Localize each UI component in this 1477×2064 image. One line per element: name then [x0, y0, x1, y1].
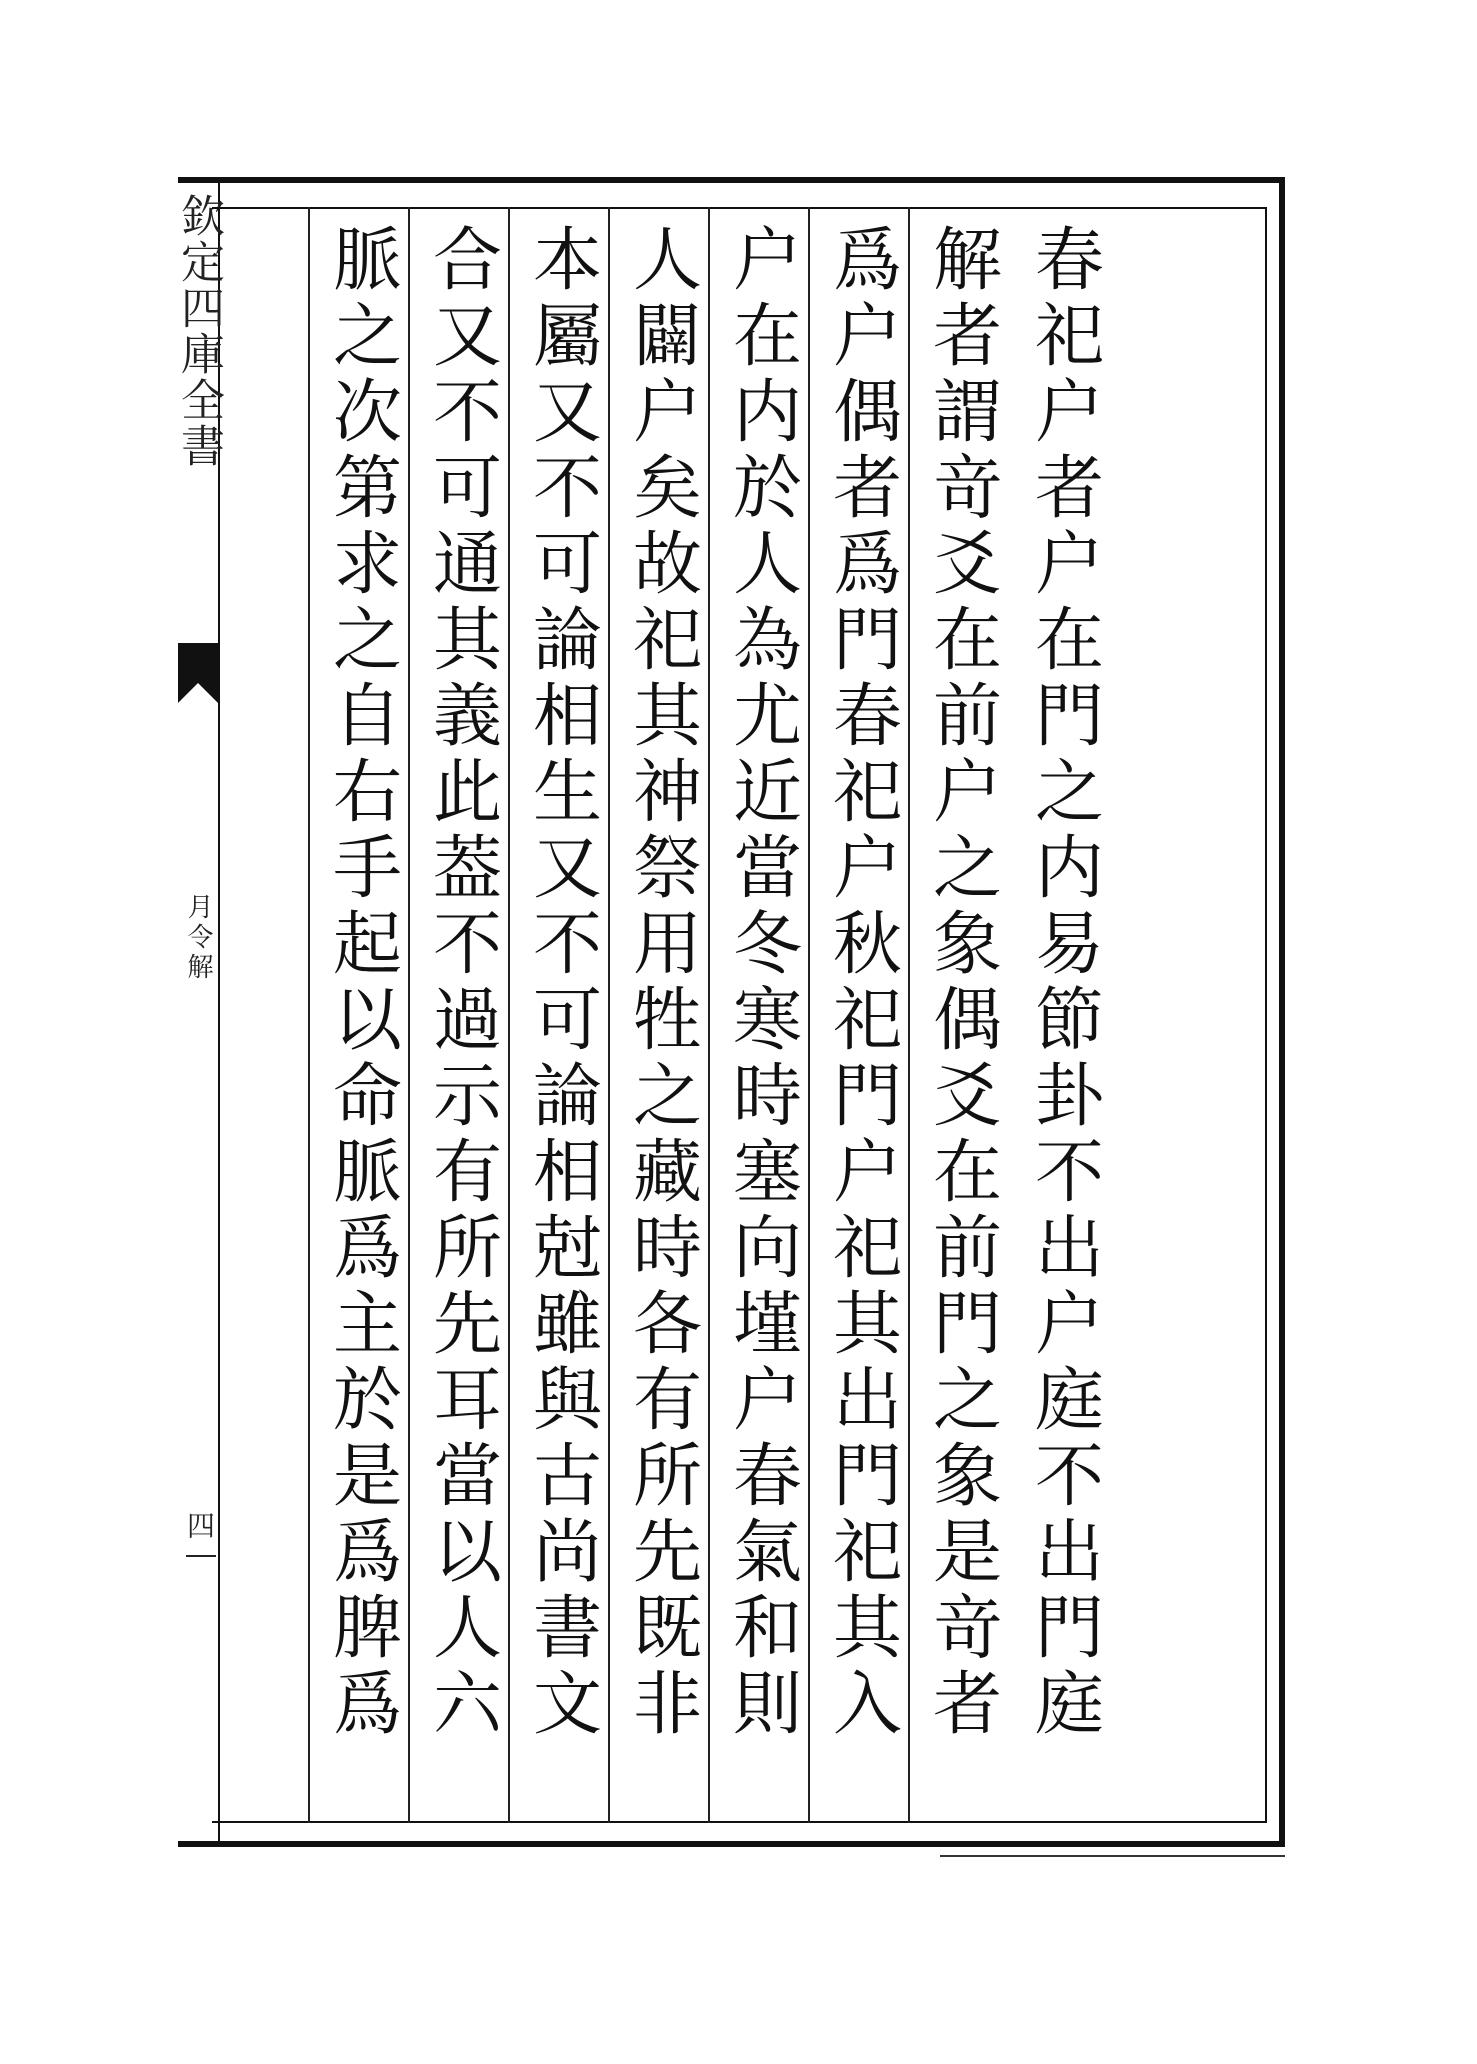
text-column-8: 脈之次第求之自右手起以命脈爲主於是爲脾爲 — [321, 223, 401, 1743]
page-number: 四 — [183, 1511, 216, 1539]
chapter-title: 月令解 — [183, 893, 213, 983]
bottom-rule — [940, 1855, 1285, 1857]
text-column-6: 本屬又不可論相生又不可論相尅雖與古尚書文 — [521, 223, 601, 1743]
text-column-7: 合又不可通其義此葢不過示有所先耳當以人六 — [421, 223, 501, 1743]
text-column-4: 户在内於人為尤近當冬寒時塞向墐户春氣和則 — [721, 223, 801, 1743]
page-frame — [173, 177, 1285, 1847]
book-title: 欽定四庫全書 — [173, 193, 224, 469]
text-column-5: 人闢户矣故祀其神祭用牲之藏時各有所先既非 — [621, 223, 701, 1743]
column-divider — [308, 207, 310, 1823]
text-column-1: 春祀户者户在門之内易節卦不出户庭不出門庭 — [1023, 223, 1103, 1743]
text-column-2: 解者謂竒爻在前户之象偶爻在前門之象是竒者 — [921, 223, 1001, 1743]
text-column-3: 爲户偶者爲門春祀户秋祀門户祀其出門祀其入 — [821, 223, 901, 1743]
